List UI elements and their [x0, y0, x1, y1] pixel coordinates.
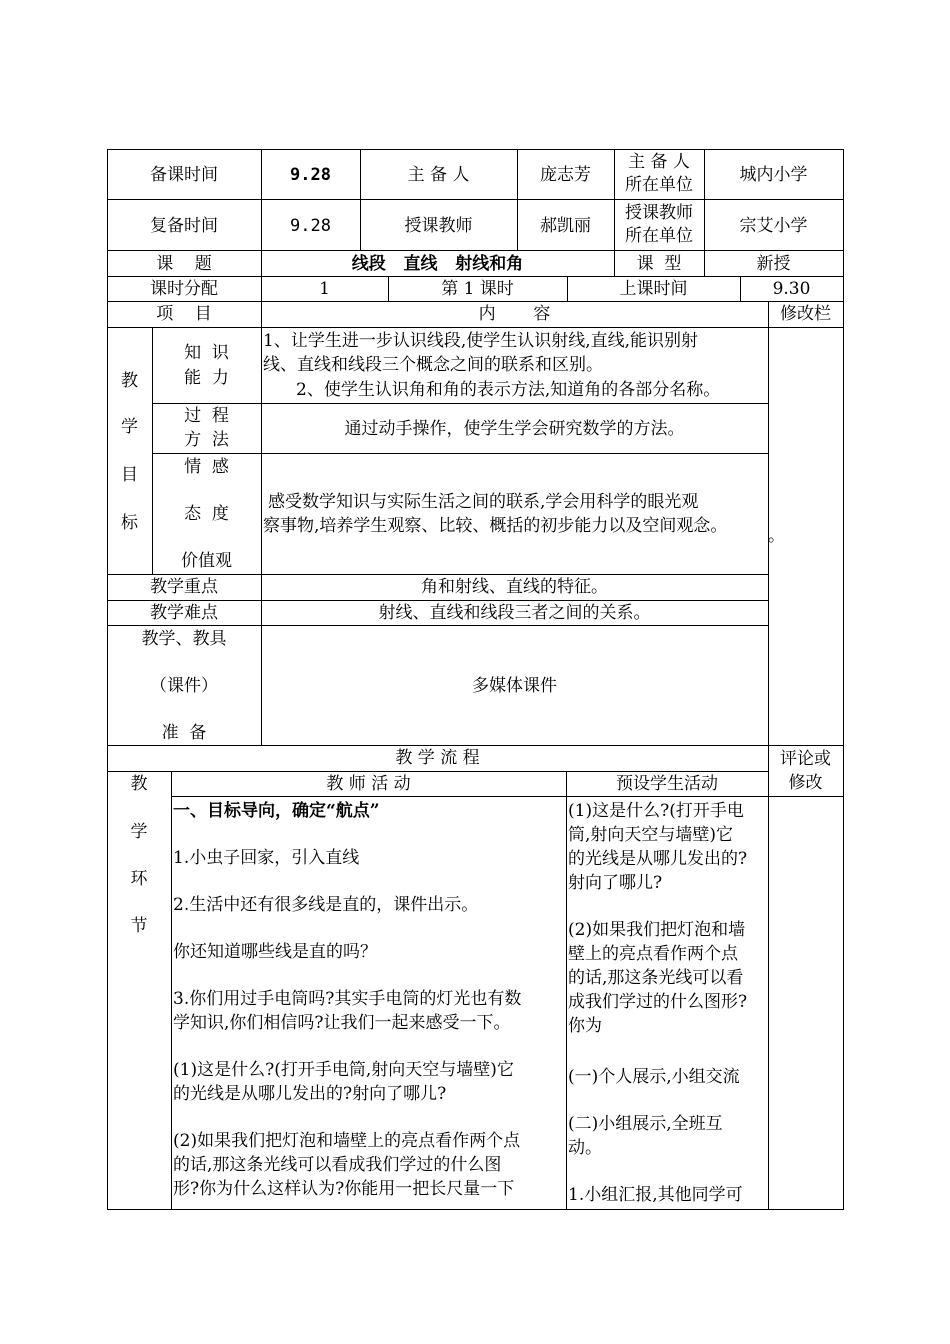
student-line: (2)如果我们把灯泡和墙 [568, 920, 746, 940]
teacher-label: 授课教师 [404, 216, 473, 236]
student-line: 壁上的亮点看作两个点 [568, 944, 738, 964]
teacher-unit-label-line1: 授课教师 [625, 203, 693, 223]
side-char: 学 [121, 417, 138, 437]
rule [107, 276, 844, 277]
process-label-line1: 过 程 [184, 406, 229, 426]
student-line: 射向了哪儿? [568, 873, 663, 893]
teacher-line: (1)这是什么?(打开手电筒,射向天空与墙壁)它 [173, 1060, 514, 1080]
student-line: 的光线是从哪儿发出的? [568, 849, 748, 869]
emotion-label-line3: 价值观 [181, 551, 232, 571]
class-time-label: 上课时间 [619, 279, 688, 299]
prep-time-label: 备课时间 [150, 165, 218, 185]
content-label: 内 容 [478, 304, 551, 324]
main-preparer-label: 主 备 人 [407, 165, 470, 185]
side-char: 教 [121, 371, 138, 391]
flow-title: 教 学 流 程 [395, 748, 480, 768]
review-time-value: 9.28 [290, 216, 331, 236]
item-label: 项 目 [156, 304, 212, 324]
teacher-line: 3.你们用过手电筒吗?其实手电筒的灯光也有数 [173, 989, 522, 1009]
tools-text: 多媒体课件 [472, 676, 557, 696]
hours-value: 1 [319, 279, 330, 299]
student-line: 筒,射向天空与墙壁)它 [568, 825, 734, 845]
rule [107, 1209, 844, 1210]
key-point-text: 角和射线、直线的特征。 [421, 577, 608, 597]
rule [107, 625, 768, 626]
knowledge-text-line2: 线、直线和线段三个概念之间的联系和区别。 [263, 355, 603, 375]
emotion-label-line1: 情 感 [184, 457, 229, 477]
rule [171, 771, 172, 1210]
teacher-line: 形?你为什么这样认为?你能用一把长尺量一下 [173, 1179, 515, 1199]
tools-label-line2: （课件） [150, 676, 218, 696]
main-unit-label-line1: 主 备 人 [628, 152, 690, 172]
rule [107, 745, 844, 746]
knowledge-label-line1: 知 识 [184, 343, 229, 363]
knowledge-text-line1: 1、让学生进一步认识线段,使学生认识射线,直线,能识别射 [263, 331, 699, 351]
student-line: 你为 [568, 1016, 602, 1036]
teacher-activity-header: 教 师 活 动 [326, 774, 411, 794]
rule [107, 301, 844, 302]
side-char: 标 [121, 513, 138, 533]
teacher-line: 1.小虫子回家，引入直线 [173, 848, 360, 868]
student-line: 的话,那这条光线可以看 [568, 968, 744, 988]
rule [107, 771, 768, 772]
process-label-line2: 方 法 [184, 430, 229, 450]
teacher-unit-value: 宗艾小学 [739, 216, 808, 236]
teacher-line: 学知识,你们相信吗?让我们一起来感受一下。 [173, 1013, 511, 1033]
rule [566, 771, 567, 1210]
rule [107, 600, 768, 601]
key-point-label: 教学重点 [150, 577, 218, 597]
rule [107, 199, 844, 200]
emotion-text-line1: 感受数学知识与实际生活之间的联系,学会用科学的眼光观 [268, 492, 699, 512]
process-text: 通过动手操作，使学生学会研究数学的方法。 [344, 419, 685, 439]
comment-label-line1: 评论或 [780, 749, 831, 769]
difficulty-text: 射线、直线和线段三者之间的关系。 [378, 603, 651, 623]
side-char: 节 [130, 916, 148, 936]
student-line: (1)这是什么?(打开手电 [568, 801, 744, 821]
type-value: 新授 [756, 254, 791, 274]
student-line: (一)个人展示,小组交流 [568, 1067, 740, 1087]
rule [107, 149, 844, 150]
rule [107, 250, 844, 251]
period-value: 第 1 课时 [441, 279, 514, 299]
class-time-value: 9.30 [772, 279, 811, 299]
review-time-label: 复备时间 [150, 216, 218, 236]
student-line: 1.小组汇报,其他同学可 [568, 1185, 743, 1205]
rule [768, 745, 769, 1210]
side-char: 教 [130, 774, 148, 794]
teacher-name: 郝凯丽 [540, 216, 591, 236]
student-line: 动。 [568, 1138, 602, 1158]
rule [107, 574, 768, 575]
student-line: (二)小组展示,全班互 [568, 1114, 723, 1134]
revise-mark: 。 [768, 526, 785, 546]
emotion-text-line2: 察事物,培养学生观察、比较、概括的初步能力以及空间观念。 [263, 516, 728, 536]
topic-label: 课 题 [156, 254, 212, 274]
tools-label-line1: 教学、教具 [141, 629, 227, 649]
rule [152, 453, 768, 454]
side-char: 目 [121, 465, 138, 485]
knowledge-label-line2: 能 力 [184, 368, 229, 388]
teacher-line: 你还知道哪些线是直的吗？ [173, 942, 377, 962]
main-unit-label-line2: 所在单位 [625, 175, 693, 195]
teacher-unit-label-line2: 所在单位 [625, 226, 693, 246]
tools-label-line3: 准 备 [161, 723, 207, 743]
rule [843, 149, 844, 1210]
teacher-line: 的光线是从哪儿发出的?射向了哪儿? [173, 1084, 447, 1104]
topic-value: 线段 直线 射线和角 [351, 254, 524, 274]
prep-time-value: 9.28 [290, 165, 331, 185]
comment-label-line2: 修改 [788, 773, 823, 793]
main-unit-value: 城内小学 [739, 165, 808, 185]
rule [152, 327, 153, 575]
teacher-line: 2.生活中还有很多线是直的，课件出示。 [173, 895, 479, 915]
side-char: 环 [130, 869, 148, 889]
rule [768, 301, 769, 746]
main-preparer-name: 庞志芳 [540, 165, 591, 185]
revise-label: 修改栏 [780, 304, 831, 324]
teacher-line: 的话,那这条光线可以看成我们学过的什么图 [173, 1155, 502, 1175]
student-line: 成我们学过的什么图形? [568, 992, 748, 1012]
teacher-line: 一、目标导向，确定“航点” [173, 801, 380, 821]
difficulty-label: 教学难点 [150, 603, 218, 623]
hours-label: 课时分配 [150, 279, 218, 299]
rule [171, 796, 844, 797]
student-activity-header: 预设学生活动 [616, 774, 718, 794]
rule [152, 403, 768, 404]
type-label: 课 型 [636, 254, 682, 274]
emotion-label-line2: 态 度 [184, 504, 229, 524]
teacher-line: (2)如果我们把灯泡和墙壁上的亮点看作两个点 [173, 1131, 521, 1151]
side-char: 学 [130, 822, 148, 842]
knowledge-text-line3: 2、使学生认识角和角的表示方法,知道角的各部分名称。 [296, 380, 721, 400]
rule [107, 327, 844, 328]
